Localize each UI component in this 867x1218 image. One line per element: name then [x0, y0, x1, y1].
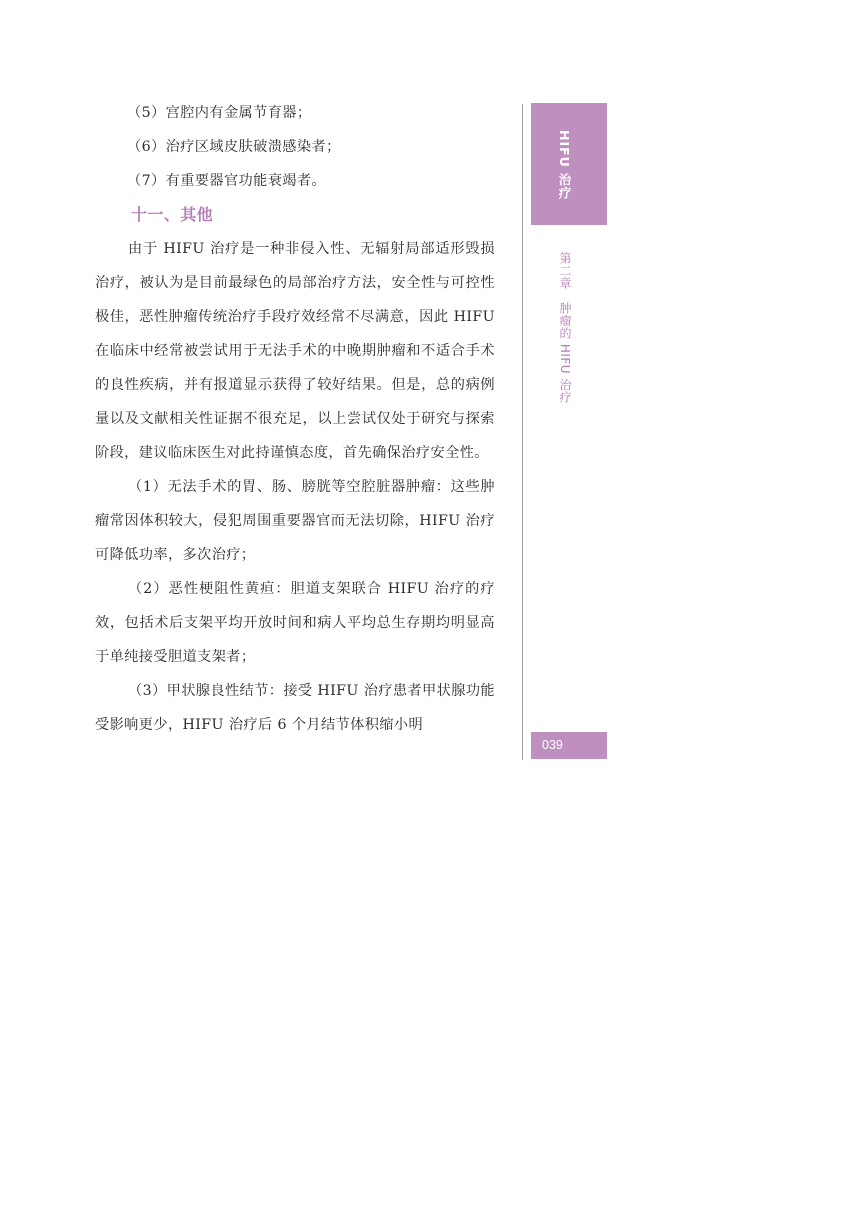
- contraindication-item-5: （5）宫腔内有金属节育器；: [127, 105, 312, 121]
- application-item-2: （2）恶性梗阻性黄疸：胆道支架联合 HIFU 治疗的疗效，包括术后支架平均开放时间和病人平均总生存期均明显高于单纯接受胆道支架者；: [95, 581, 495, 665]
- page-number: 039: [542, 738, 563, 752]
- section-heading: 十一、其他: [131, 205, 214, 224]
- body-paragraph: 由于 HIFU 治疗是一种非侵入性、无辐射局部适形毁损治疗，被认为是目前最绿色的局部治疗方法，安全性与可控性极佳，恶性肿瘤传统治疗手段疗效经常不尽满意，因此 HIFU 在临床中经常被尝试用于无法手术的中晚期肿瘤和不适合手术的良性疾病，并有报道显示获得了较好结果。但是，总的病例量以及文献相关性证据不很充足，以上尝试仅处于研究与探索阶段，建议临床医生对此持谨慎态度，首先确保治疗安全性。: [95, 241, 495, 461]
- main-text-column: [95, 96, 495, 742]
- chapter-running-title: 第二章 肿瘤的 HIFU 治疗: [558, 252, 572, 404]
- margin-divider: [522, 104, 523, 760]
- contraindication-item-7: （7）有重要器官功能衰竭者。: [127, 173, 327, 189]
- application-item-3: （3）甲状腺良性结节：接受 HIFU 治疗患者甲状腺功能受影响更少，HIFU 治疗后 6 个月结节体积缩小明: [95, 683, 495, 733]
- application-item-1: （1）无法手术的胃、肠、膀胱等空腔脏器肿瘤：这些肿瘤常因体积较大，侵犯周围重要器官而无法切除，HIFU 治疗可降低功率，多次治疗；: [95, 479, 495, 563]
- chapter-tab-label: HIFU 治疗: [557, 130, 572, 201]
- contraindication-item-6: （6）治疗区域皮肤破溃感染者；: [127, 139, 341, 155]
